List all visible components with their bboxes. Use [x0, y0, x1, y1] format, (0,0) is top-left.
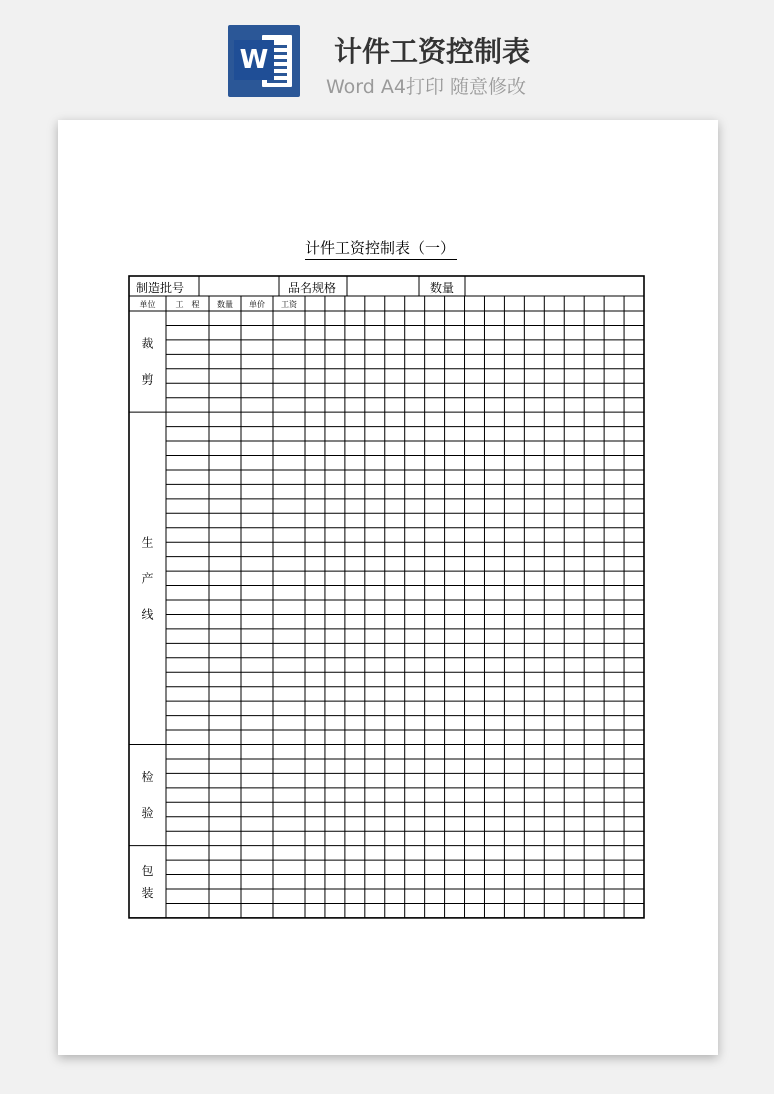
section-label-cut-1: 剪: [141, 372, 154, 387]
product-spec-label: 品名规格: [288, 281, 337, 295]
section-label-check-1: 验: [141, 806, 154, 821]
batch-number-field[interactable]: [199, 277, 279, 296]
batch-number-label: 制造批号: [136, 281, 185, 295]
column-header-0: 单位: [139, 300, 156, 309]
quantity-label: 数量: [430, 281, 455, 295]
column-header-4: 工资: [281, 300, 297, 309]
document-subtitle: Word A4打印 随意修改: [326, 76, 527, 98]
form-title: 计件工资控制表（一）: [305, 237, 457, 260]
quantity-field[interactable]: [465, 277, 643, 296]
document-title: 计件工资控制表: [334, 35, 531, 68]
column-header-1: 工 程: [175, 300, 200, 309]
section-label-line-1: 产: [141, 571, 154, 586]
section-label-line-2: 线: [141, 607, 154, 622]
product-spec-field[interactable]: [347, 277, 419, 296]
section-label-pack-0: 包: [141, 863, 154, 878]
column-header-3: 单价: [249, 300, 265, 309]
word-logo-letter: W: [234, 40, 274, 80]
table-frame: [129, 276, 644, 918]
column-header-2: 数量: [217, 300, 233, 309]
section-label-line-0: 生: [141, 535, 154, 550]
section-label-check-0: 检: [141, 770, 154, 785]
section-label-pack-1: 装: [141, 885, 154, 900]
section-label-cut-0: 裁: [141, 336, 154, 351]
